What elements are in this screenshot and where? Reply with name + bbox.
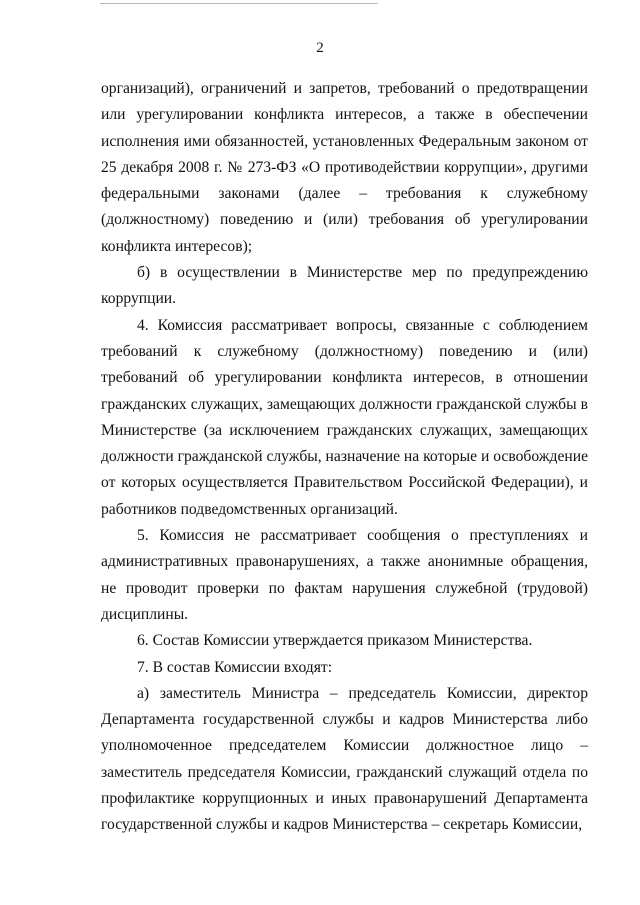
paragraph-item-7: 7. В состав Комиссии входят: [137,658,333,676]
paragraph-continuation: организаций), ограничений и запретов, требований о предотвращении или урегулировании конфликта интересов, а также в обеспечении исполнения ими обязанностей, установленных Федеральным законом от 25 декабря 2008 г. № 273-ФЗ «О противодействии коррупции», другими федеральными законами (далее – требования к служебному (должностному) поведению и (или) требования об урегулировании конфликта интересов); [101,80,588,255]
paragraph-item-7a: а) заместитель Министра – председатель Комиссии, директор Департамента государственной службы и кадров Министерства либо уполномоченное председателем Комиссии должностное лицо – заместитель председателя Комиссии, гражданский служащий отдела по профилактике коррупционных и иных правонарушений Департамента государственной службы и кадров Министерства – секретарь Комиссии, [101,684,588,834]
document-body [101,76,588,839]
paragraph-item-4: 4. Комиссия рассматривает вопросы, связанные с соблюдением требований к служебному (должностному) поведению и (или) требований об урегулировании конфликта интересов, в отношении гражданских служащих, замещающих должности гражданской службы в Министерстве (за исключением гражданских служащих, замещающих должности гражданской службы, назначение на которые и освобождение от которых осуществляется Правительством Российской Федерации), и работников подведомственных организаций. [101,316,588,518]
paragraph-item-5: 5. Комиссия не рассматривает сообщения о преступлениях и административных правонарушениях, а также анонимные обращения, не проводит проверки по фактам нарушения служебной (трудовой) дисциплины. [101,527,588,623]
paragraph-item-b: б) в осуществлении в Министерстве мер по предупреждению коррупции. [101,264,588,308]
paragraph-item-6: 6. Состав Комиссии утверждается приказом Министерства. [137,632,533,650]
page-number: 2 [316,40,324,56]
top-rule [100,3,378,4]
